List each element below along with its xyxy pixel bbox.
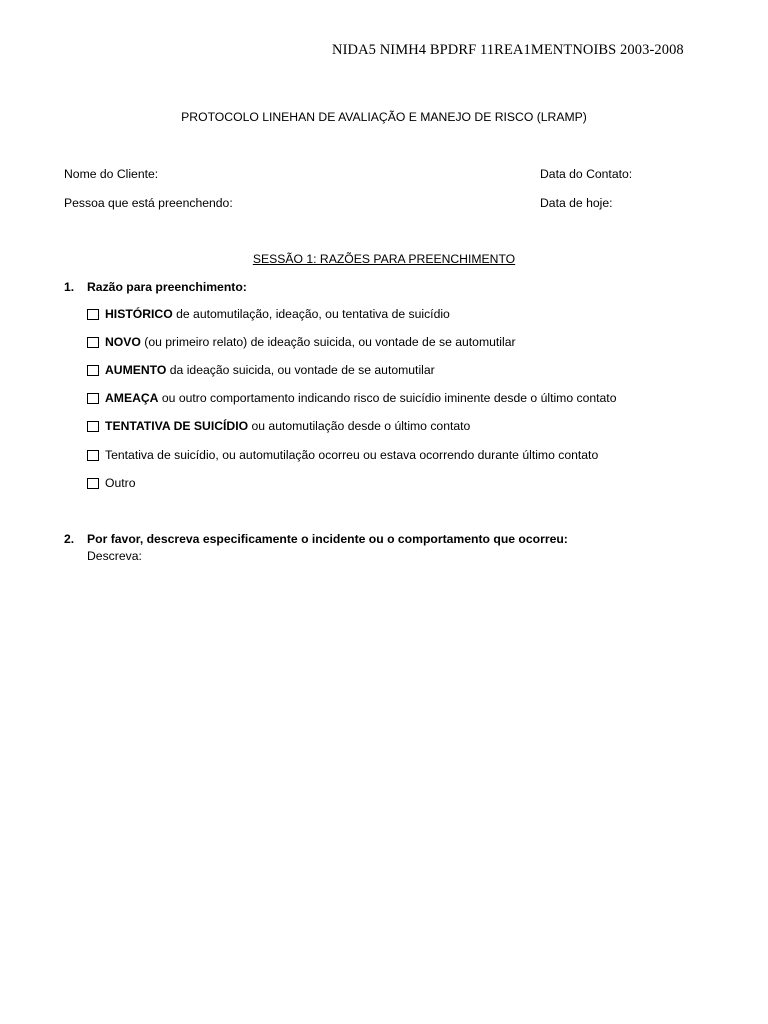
option-historico[interactable] [87, 307, 450, 321]
today-date-label: Data de hoje: [540, 196, 613, 210]
document-id: NIDA5 NIMH4 BPDRF 11REA1MENTNOIBS 2003-2008 [332, 42, 684, 58]
question-2 [64, 532, 568, 546]
filled-by-label: Pessoa que está preenchendo: [64, 196, 233, 210]
option-bold-label: AMEAÇA [105, 391, 159, 405]
option-bold-label: TENTATIVA DE SUICÍDIO [105, 419, 249, 433]
option-ameaca[interactable] [87, 391, 616, 405]
option-bold-label: AUMENTO [105, 363, 167, 377]
question-label: Razão para preenchimento: [87, 280, 247, 294]
option-text: da ideação suicida, ou vontade de se automutilar [166, 363, 435, 377]
option-novo[interactable] [87, 335, 516, 349]
option-ocorreu-durante-contato[interactable] [87, 448, 598, 462]
question-1 [64, 280, 247, 294]
option-tentativa-suicidio[interactable] [87, 419, 470, 433]
question-label: Por favor, descreva especificamente o incidente ou o comportamento que ocorreu: [87, 532, 568, 546]
option-text: Tentativa de suicídio, ou automutilação ocorreu ou estava ocorrendo durante último contato [105, 448, 599, 462]
page-title: PROTOCOLO LINEHAN DE AVALIAÇÃO E MANEJO DE RISCO (LRAMP) [181, 110, 587, 124]
checkbox[interactable] [87, 393, 99, 404]
option-text: (ou primeiro relato) de ideação suicida, ou vontade de se automutilar [140, 335, 516, 349]
client-name-label: Nome do Cliente: [64, 167, 159, 181]
checkbox[interactable] [87, 421, 99, 432]
question-number: 1. [64, 280, 75, 294]
option-bold-label: NOVO [105, 335, 141, 349]
checkbox[interactable] [87, 450, 99, 461]
contact-date-label: Data do Contato: [540, 167, 633, 181]
checkbox[interactable] [87, 478, 99, 489]
option-bold-label: HISTÓRICO [105, 307, 173, 321]
checkbox[interactable] [87, 309, 99, 320]
question-number: 2. [64, 532, 75, 546]
describe-label: Descreva: [87, 549, 142, 563]
checkbox[interactable] [87, 337, 99, 348]
option-text: Outro [105, 476, 136, 490]
checkbox[interactable] [87, 365, 99, 376]
option-text: ou outro comportamento indicando risco de suicídio iminente desde o último contato [158, 391, 617, 405]
option-text: de automutilação, ideação, ou tentativa de suicídio [172, 307, 450, 321]
option-text: ou automutilação desde o último contato [248, 419, 471, 433]
section-title: SESSÃO 1: RAZÕES PARA PREENCHIMENTO [252, 252, 516, 266]
option-aumento[interactable] [87, 363, 435, 377]
option-outro[interactable] [87, 476, 135, 490]
